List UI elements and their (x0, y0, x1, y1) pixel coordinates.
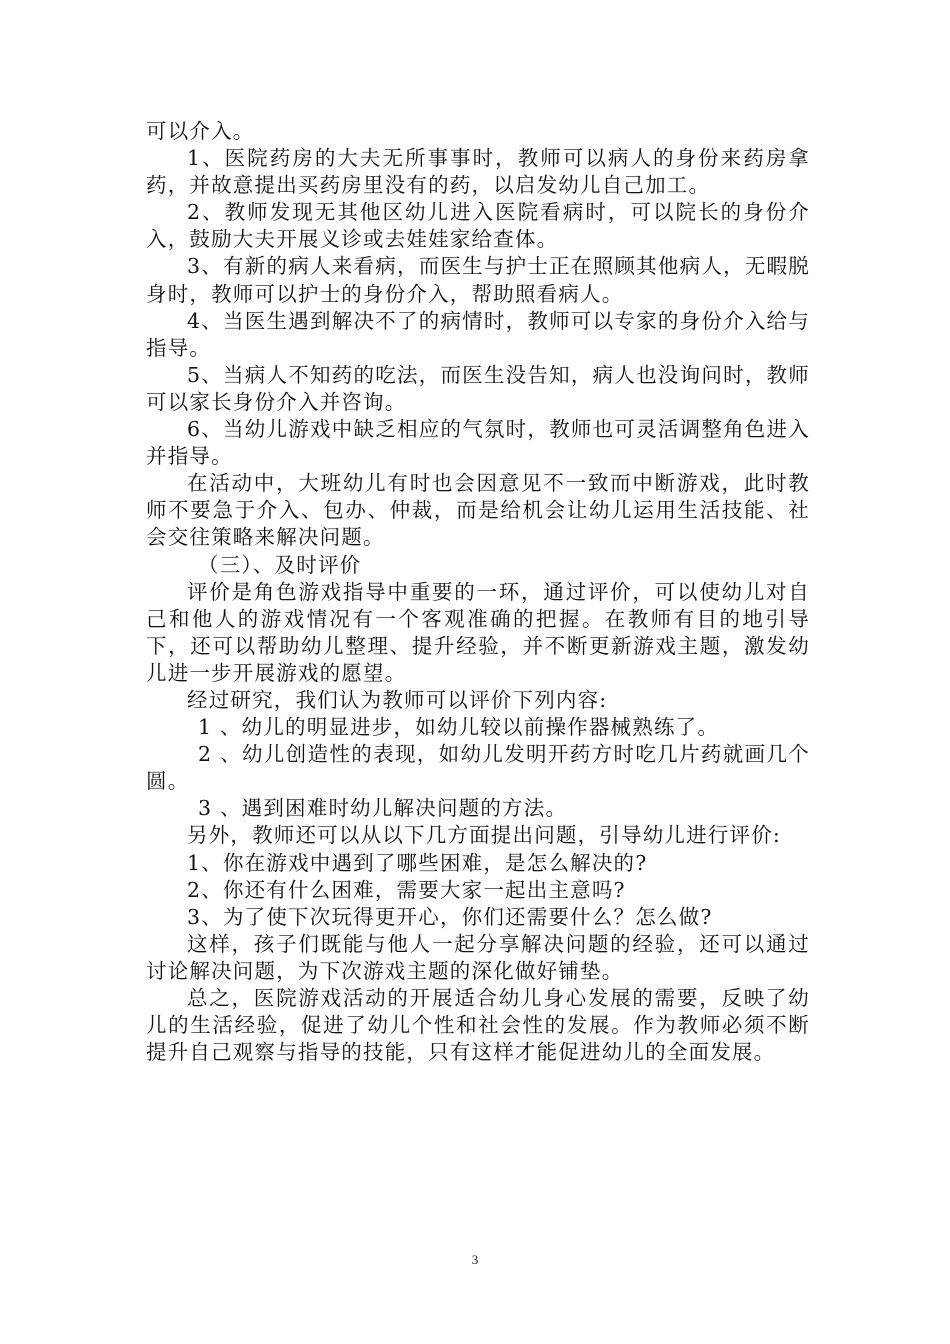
list-item: 3 、遇到困难时幼儿解决问题的方法。 (198, 796, 568, 821)
paragraph: 5、当病人不知药的吃法，而医生没告知，病人也没询问时，教师可以家长身份介入并咨询。 (146, 362, 810, 414)
paragraph: 另外，教师还可以从以下几方面提出问题，引导幼儿进行评价: (187, 823, 782, 848)
paragraph: 在活动中，大班幼儿有时也会因意见不一致而中断游戏，此时教师不要急于介入、包办、仲裁，而是给机会让幼儿运用生活技能、社会交往策略来解决问题。 (146, 471, 810, 550)
section-heading: （三）、及时评价 (198, 552, 362, 577)
document-body (146, 118, 810, 1066)
paragraph: 3、有新的病人来看病，而医生与护士正在照顾其他病人，无暇脱身时，教师可以护士的身份介入，帮助照看病人。 (146, 254, 810, 306)
paragraph: 4、当医生遇到解决不了的病情时，教师可以专家的身份介入给与指导。 (146, 308, 810, 360)
paragraph: 2、教师发现无其他区幼儿进入医院看病时，可以院长的身份介入，鼓励大夫开展义诊或去娃娃家给查体。 (146, 200, 810, 252)
paragraph: 这样，孩子们既能与他人一起分享解决问题的经验，还可以通过讨论解决问题，为下次游戏主题的深化做好铺垫。 (146, 931, 810, 983)
paragraph: 可以介入。 (146, 119, 255, 143)
list-item: 3、为了使下次玩得更开心，你们还需要什么？怎么做? (187, 904, 713, 929)
list-item: 2 、幼儿创造性的表现，如幼儿发明开药方时吃几片药就画几个圆。 (146, 742, 810, 794)
list-item: 2、你还有什么困难，需要大家一起出主意吗? (187, 877, 626, 902)
paragraph: 6、当幼儿游戏中缺乏相应的气氛时，教师也可灵活调整角色进入并指导。 (146, 417, 810, 469)
list-item: 1、你在游戏中遇到了哪些困难，是怎么解决的? (187, 850, 648, 875)
list-item: 1 、幼儿的明显进步，如幼儿较以前操作器械熟练了。 (198, 715, 720, 740)
paragraph: 经过研究，我们认为教师可以评价下列内容: (187, 687, 608, 712)
paragraph: 1、医院药房的大夫无所事事时，教师可以病人的身份来药房拿药，并故意提出买药房里没有的药，以启发幼儿自己加工。 (146, 146, 810, 198)
paragraph: 总之，医院游戏活动的开展适合幼儿身心发展的需要，反映了幼儿的生活经验，促进了幼儿个性和社会性的发展。作为教师必须不断提升自己观察与指导的技能，只有这样才能促进幼儿的全面发展。 (146, 986, 810, 1065)
paragraph: 评价是角色游戏指导中重要的一环，通过评价，可以使幼儿对自己和他人的游戏情况有一个客观准确的把握。在教师有目的地引导下，还可以帮助幼儿整理、提升经验，并不断更新游戏主题，激发幼儿进一步开展游戏的愿望。 (146, 579, 810, 685)
page-number: 3 (471, 1252, 479, 1267)
